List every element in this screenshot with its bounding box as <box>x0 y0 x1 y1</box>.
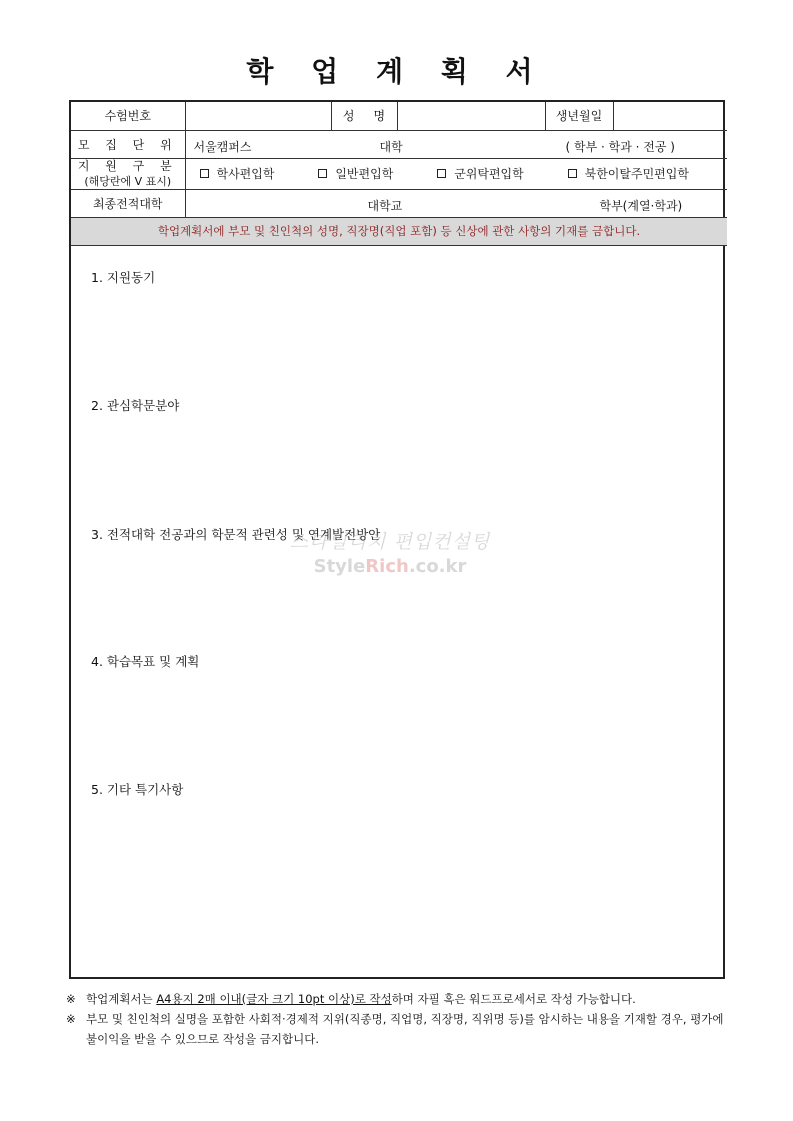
apply-option-label: 학사편입학 <box>216 167 275 181</box>
university-suffix: 대학교 <box>367 198 403 213</box>
footnote-1 <box>66 989 738 1009</box>
birth-date-label: 생년월일 <box>545 102 613 130</box>
campus-text: 서울캠퍼스 <box>193 139 252 154</box>
apply-option-bachelor[interactable] <box>200 165 275 182</box>
apply-type-label-main: 지 원 구 분 <box>77 158 178 173</box>
apply-option-label: 북한이탈주민편입학 <box>584 167 689 181</box>
birth-date-field[interactable] <box>613 102 727 130</box>
section-academic-interest: 2. 관심학문분야 <box>91 397 180 413</box>
name-field[interactable] <box>397 102 545 130</box>
department-suffix: 학부(계열·학과) <box>599 198 683 213</box>
privacy-notice: 학업계획서에 부모 및 친인척의 성명, 직장명(직업 포함) 등 신상에 관한 사항의 기재를 금합니다. <box>71 217 727 245</box>
previous-university-label: 최종전적대학 <box>71 189 185 217</box>
applicant-info-table <box>71 102 727 246</box>
name-label <box>331 102 397 130</box>
checkbox-icon[interactable] <box>318 169 327 178</box>
apply-type-options <box>185 158 727 189</box>
footnote-1-post: 하며 자필 혹은 워드프로세서로 작성 가능합니다. <box>391 992 636 1006</box>
footnote-1-underlined: A4용지 2매 이내(글자 크기 10pt 이상)로 작성 <box>156 992 392 1006</box>
name-label-text: 성 명 <box>342 109 386 124</box>
footnote-1-pre: 학업계획서는 <box>86 992 157 1006</box>
previous-university-field[interactable] <box>185 189 727 217</box>
study-plan-form <box>69 100 725 979</box>
checkbox-icon[interactable] <box>437 169 446 178</box>
unit-options: ( 학부 · 학과 · 전공 ) <box>565 139 675 154</box>
apply-option-defector[interactable] <box>568 165 689 182</box>
apply-type-label-hint: (해당란에 V 표시) <box>84 174 172 188</box>
note-mark: ※ <box>66 992 76 1006</box>
watermark-korean: 스타일리치 편입컨설팅 <box>289 531 491 553</box>
watermark-brand-c: .co.kr <box>408 556 467 577</box>
section-other-notes: 5. 기타 특기사항 <box>91 781 184 797</box>
section-major-relevance: 3. 전적대학 전공과의 학문적 관련성 및 연계발전방안 <box>91 526 381 542</box>
checkbox-icon[interactable] <box>568 169 577 178</box>
exam-number-label: 수험번호 <box>71 102 185 130</box>
apply-option-label: 일반편입학 <box>335 167 394 181</box>
recruit-unit-label: 모 집 단 위 <box>71 130 185 158</box>
note-mark: ※ <box>66 1012 76 1026</box>
checkbox-icon[interactable] <box>200 169 209 178</box>
recruit-unit-field[interactable] <box>185 130 727 158</box>
apply-option-label: 군위탁편입학 <box>454 167 524 181</box>
college-suffix: 대학 <box>379 139 403 154</box>
apply-option-military[interactable] <box>437 165 524 182</box>
footnotes <box>66 989 738 1049</box>
footnote-2 <box>66 1009 738 1049</box>
section-motivation: 1. 지원동기 <box>91 269 156 285</box>
watermark-brand-a: Style <box>313 556 366 577</box>
footnote-2-text: 부모 및 친인척의 실명을 포함한 사회적·경제적 지위(직종명, 직업명, 직장명, 직위명 등)를 암시하는 내용을 기재할 경우, 평가에 불이익을 받을 수 있으므로 작성을 금지합니다. <box>86 1012 724 1046</box>
section-study-goals: 4. 학습목표 및 계획 <box>91 653 200 669</box>
apply-option-general[interactable] <box>318 165 393 182</box>
apply-type-label <box>71 158 185 189</box>
watermark-brand-b: Rich <box>365 556 409 577</box>
exam-number-field[interactable] <box>185 102 331 130</box>
page-title: 학 업 계 획 서 <box>246 55 547 88</box>
